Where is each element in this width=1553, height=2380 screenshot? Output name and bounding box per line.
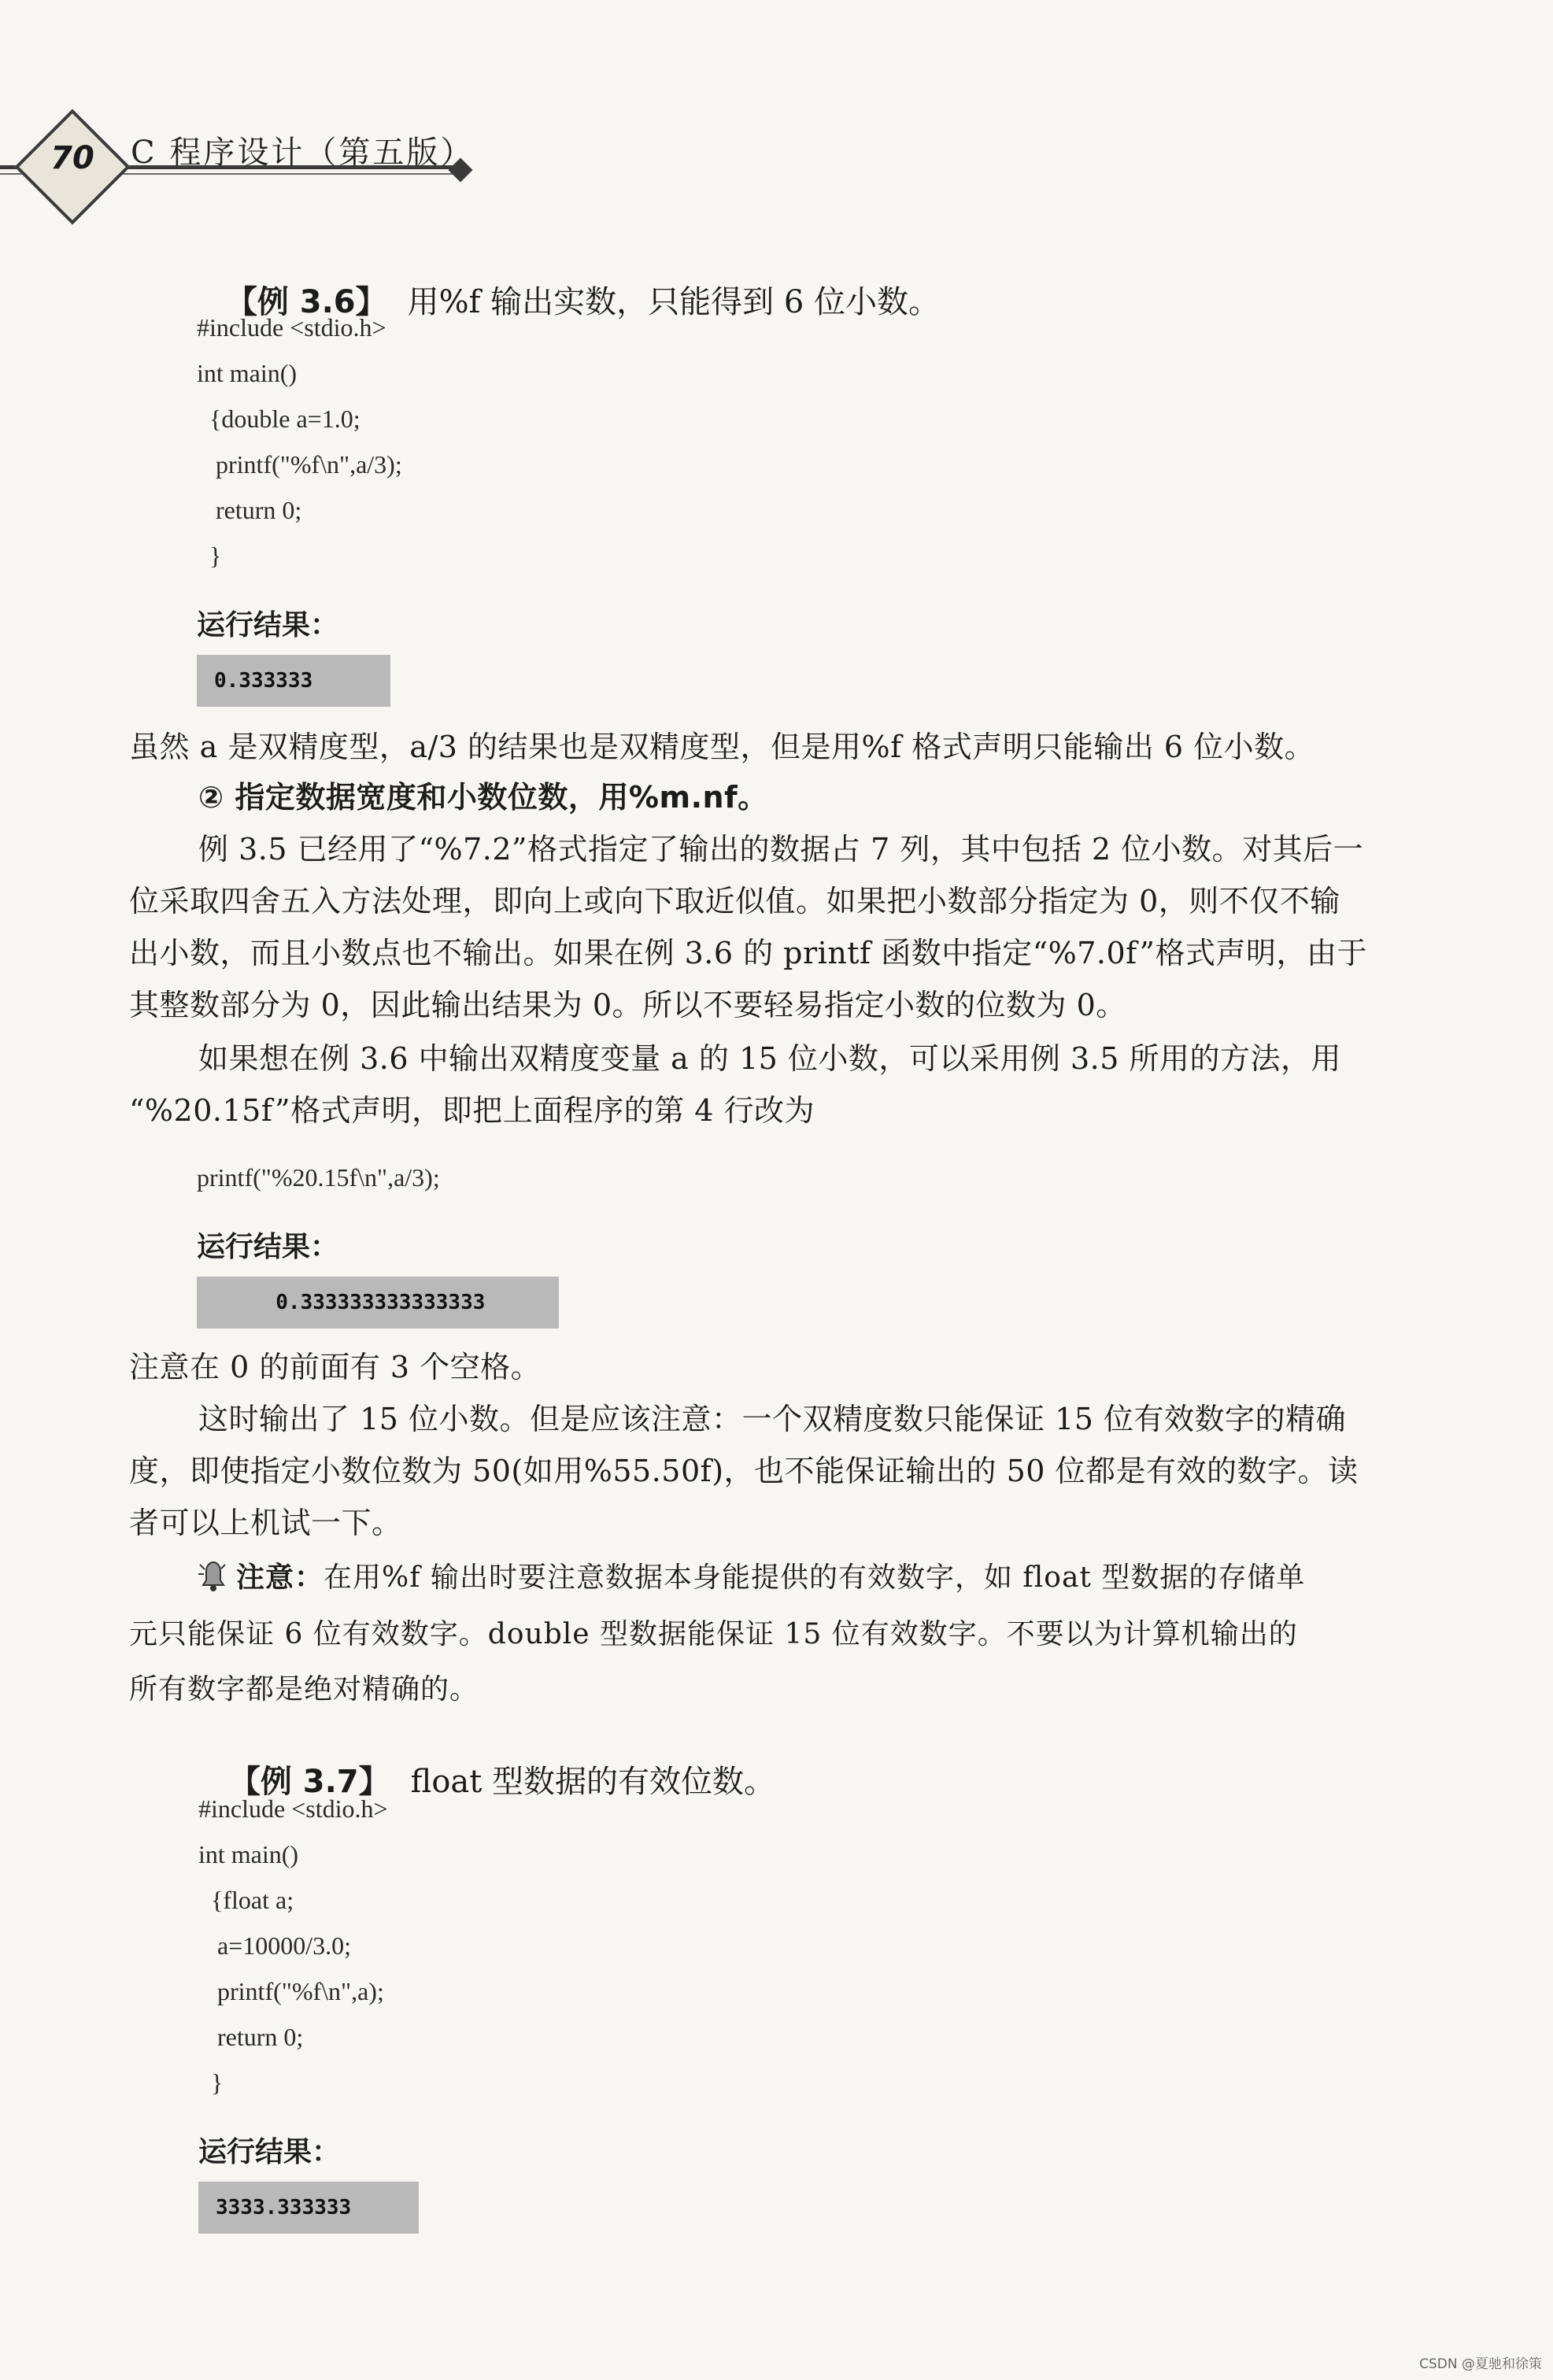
paragraph-line: “%20.15f”格式声明，即把上面程序的第 4 行改为: [129, 1093, 815, 1128]
code-line: {float a;: [198, 1886, 294, 1914]
subheading-item-2: ② 指定数据宽度和小数位数，用%m.nf。: [198, 780, 768, 815]
watermark: CSDN @夏驰和徐策: [1419, 2356, 1542, 2372]
note-line: [236, 1552, 1305, 1604]
result-label: 运行结果：: [197, 609, 339, 641]
result-label: 运行结果：: [198, 2136, 341, 2168]
note-line: 元只能保证 6 位有效数字。double 型数据能保证 15 位有效数字。不要以为计算机输出的: [129, 1618, 1298, 1650]
paragraph: 注意在 0 的前面有 3 个空格。: [129, 1350, 542, 1384]
paragraph-line: 出小数，而且小数点也不输出。如果在例 3.6 的 printf 函数中指定“%7.0f”格式声明，由于: [129, 936, 1367, 970]
code-line: int main(): [197, 359, 298, 387]
output-text: 3333.333333: [216, 2196, 352, 2219]
output-box: [197, 1277, 559, 1329]
paragraph-line: 如果想在例 3.6 中输出双精度变量 a 的 15 位小数，可以采用例 3.5 所用的方法，用: [198, 1041, 1342, 1076]
example-3-7-title: float 型数据的有效位数。: [410, 1764, 776, 1800]
code-line: return 0;: [198, 2023, 304, 2051]
code-line: #include <stdio.h>: [197, 313, 386, 342]
paragraph: 虽然 a 是双精度型，a/3 的结果也是双精度型，但是用%f 格式声明只能输出 6 位小数。: [129, 730, 1315, 764]
book-title: C 程序设计（第五版）: [131, 135, 475, 171]
paragraph-line: 例 3.5 已经用了“%7.2”格式指定了输出的数据占 7 列，其中包括 2 位小数。对其后一: [198, 832, 1364, 867]
code-line: a=10000/3.0;: [198, 1931, 352, 1960]
code-line: }: [197, 541, 222, 570]
paragraph-line: 位采取四舍五入方法处理，即向上或向下取近似值。如果把小数部分指定为 0，则不仅不输: [129, 884, 1340, 918]
code-line: {double a=1.0;: [197, 405, 361, 433]
output-box: [197, 655, 390, 707]
note-label: 注意：: [236, 1561, 324, 1594]
code-line: return 0;: [197, 496, 302, 524]
paragraph-line: 这时输出了 15 位小数。但是应该注意：一个双精度数只能保证 15 位有效数字的精确: [198, 1402, 1347, 1436]
paragraph-line: 度，即使指定小数位数为 50(如用%55.50f)，也不能保证输出的 50 位都是有效的数字。读: [129, 1454, 1359, 1488]
bell-icon: [197, 1558, 230, 1593]
code-line: printf("%20.15f\n",a/3);: [197, 1163, 440, 1192]
example-3-7-label: 【例 3.7】: [228, 1764, 390, 1800]
paragraph-line: 其整数部分为 0，因此输出结果为 0。所以不要轻易指定小数的位数为 0。: [129, 988, 1126, 1022]
example-3-6-label: 【例 3.6】: [225, 284, 387, 320]
example-3-6-title: 用%f 输出实数，只能得到 6 位小数。: [407, 284, 941, 320]
page-number: 70: [50, 140, 94, 176]
note-text: 在用%f 输出时要注意数据本身能提供的有效数字，如 float 型数据的存储单: [324, 1561, 1306, 1594]
code-line: int main(): [198, 1840, 299, 1868]
paragraph-line: 者可以上机试一下。: [129, 1506, 402, 1540]
code-line: printf("%f\n",a/3);: [197, 450, 402, 479]
note-line: 所有数字都是绝对精确的。: [129, 1673, 479, 1706]
result-label: 运行结果：: [197, 1231, 339, 1263]
code-line: printf("%f\n",a);: [198, 1977, 384, 2005]
code-line: #include <stdio.h>: [198, 1794, 388, 1823]
code-line: }: [198, 2068, 224, 2097]
output-box: [198, 2182, 419, 2234]
output-text: 0.333333: [214, 669, 313, 693]
output-text: 0.333333333333333: [214, 1291, 486, 1314]
